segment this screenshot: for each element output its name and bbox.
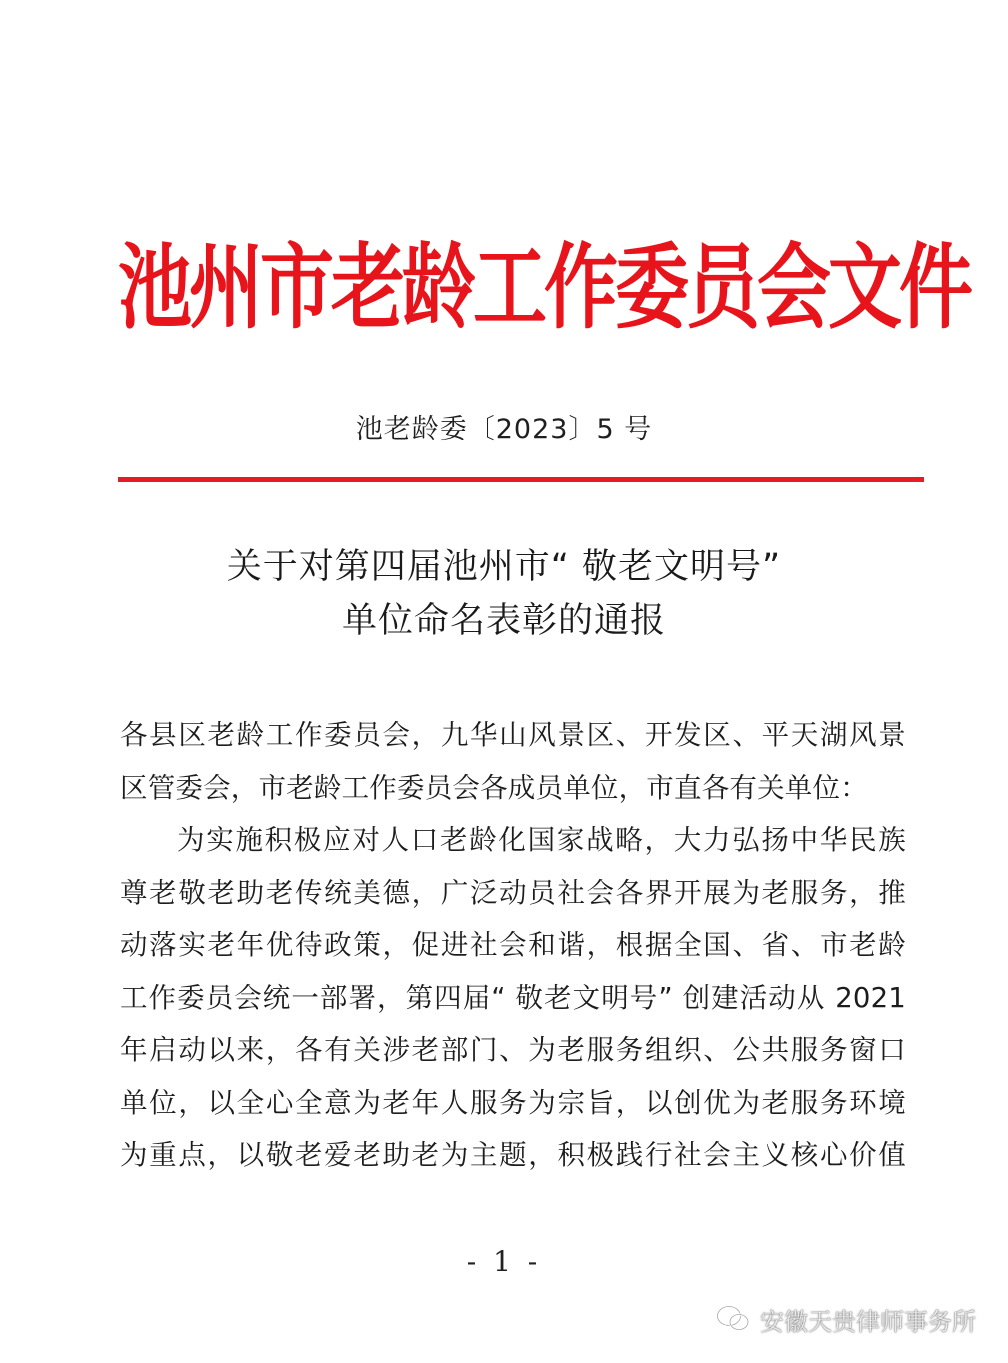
body-line: 尊老敬老助老传统美德，广泛动员社会各界开展为老服务，推 [120,876,906,909]
body-line: 单位，以全心全意为老年人服务为宗旨，以创优为老服务环境 [120,1086,906,1119]
source-watermark [716,1297,976,1341]
notice-title [0,540,1008,648]
body-line-salutation-1: 各县区老龄工作委员会，九华山风景区、开发区、平天湖风景 [120,719,906,751]
notice-title-line-1: 关于对第四届池州市“ 敬老文明号” [226,547,782,587]
body-line: 为重点，以敬老爱老助老为主题，积极践行社会主义核心价值 [120,1139,906,1171]
body-line: 为实施积极应对人口老龄化国家战略，大力弘扬中华民族 [177,824,906,856]
notice-body [120,709,906,1182]
document-number: 池老龄委〔2023〕5 号 [355,414,653,445]
page-number: - 1 - [466,1245,542,1278]
watermark-text: 安徽天贵律师事务所 [760,1307,976,1336]
notice-title-line-2: 单位命名表彰的通报 [341,601,666,641]
document-header-title: 池州市老龄工作委员会文件 [118,234,970,342]
body-line-salutation-2: 区管委会，市老龄工作委员会各成员单位，市直各有关单位： [120,771,868,804]
body-line: 年启动以来，各有关涉老部门、为老服务组织、公共服务窗口 [120,1034,906,1066]
body-line: 工作委员会统一部署，第四届“ 敬老文明号” 创建活动从 2021 [120,981,906,1014]
body-line: 动落实老年优待政策，促进社会和谐，根据全国、省、市老龄 [120,929,906,961]
red-divider-line [118,477,924,482]
wechat-icon [716,1305,750,1333]
